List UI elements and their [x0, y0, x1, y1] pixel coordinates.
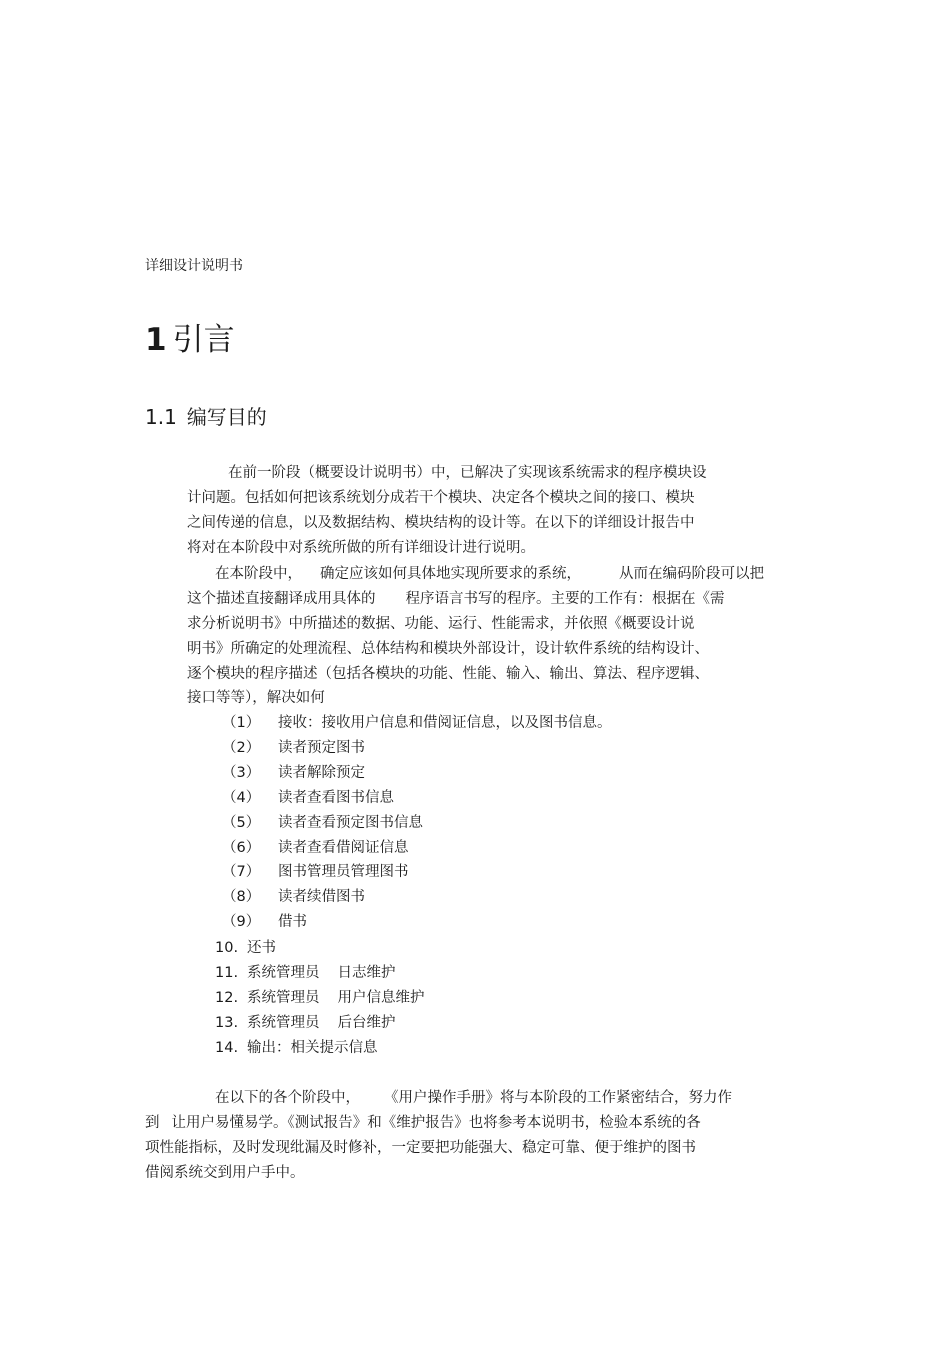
- list-text: 读者查看预定图书信息: [278, 815, 423, 831]
- list-marker: 11.: [215, 965, 239, 981]
- list-text: 还书: [247, 940, 276, 956]
- list-text: 读者续借图书: [278, 889, 365, 905]
- list-text: 系统管理员: [247, 965, 320, 981]
- list-item: [222, 912, 307, 932]
- list-text: 读者解除预定: [278, 765, 365, 781]
- list-text: 读者查看图书信息: [278, 790, 394, 806]
- list-marker: 12.: [215, 990, 239, 1006]
- list-item: [215, 963, 396, 983]
- list-item: [222, 862, 409, 882]
- list-marker: （1）: [222, 715, 261, 731]
- para2-text: 这个描述直接翻译成用具体的: [187, 591, 376, 607]
- para1-line: 将对在本阶段中对系统所做的所有详细设计进行说明。: [187, 540, 535, 556]
- para2-text: 确定应该如何具体地实现所要求的系统，: [320, 566, 581, 582]
- para2-text: 从而在编码阶段可以把: [619, 566, 764, 582]
- chapter-heading: [145, 318, 235, 362]
- para1-line: 在前一阶段（概要设计说明书）中，已解决了实现该系统需求的程序模块设: [228, 465, 707, 481]
- list-text: 输出：相关提示信息: [247, 1040, 378, 1056]
- para2-line: 求分析说明书》中所描述的数据、功能、运行、性能需求，并依照《概要设计说: [187, 616, 695, 632]
- list-item: [215, 1013, 396, 1033]
- list-marker: （2）: [222, 740, 261, 756]
- para2-line: [215, 564, 764, 584]
- para2-line: [187, 589, 725, 609]
- list-item: [215, 938, 276, 958]
- para2-text: 程序语言书写的程序。主要的工作有：根据在《需: [405, 591, 725, 607]
- list-item: [222, 813, 423, 833]
- list-text: 读者预定图书: [278, 740, 365, 756]
- list-item: [215, 988, 425, 1008]
- section-number: 1.1: [145, 405, 177, 429]
- list-text: 读者查看借阅证信息: [278, 840, 409, 856]
- list-item: [222, 887, 365, 907]
- para1-line: 计问题。包括如何把该系统划分成若干个模块、决定各个模块之间的接口、模块: [187, 490, 695, 506]
- list-text: 系统管理员: [247, 1015, 320, 1031]
- para2-line: 接口等等），解决如何: [187, 690, 325, 706]
- chapter-title: 引言: [172, 322, 235, 358]
- list-marker: （4）: [222, 790, 261, 806]
- list-marker: （3）: [222, 765, 261, 781]
- list-text: 用户信息维护: [337, 990, 425, 1006]
- list-item: [222, 713, 612, 733]
- list-item: [222, 763, 365, 783]
- list-text: 系统管理员: [247, 990, 320, 1006]
- para3-line: 借阅系统交到用户手中。: [145, 1165, 305, 1181]
- para2-line: 逐个模块的程序描述（包括各模块的功能、性能、输入、输出、算法、程序逻辑、: [187, 666, 709, 682]
- document-label: 详细设计说明书: [145, 258, 243, 274]
- para3-line: [145, 1113, 701, 1133]
- list-marker: （9）: [222, 914, 261, 930]
- para1-line: 之间传递的信息，以及数据结构、模块结构的设计等。在以下的详细设计报告中: [187, 515, 695, 531]
- para3-line: 项性能指标，及时发现纰漏及时修补，一定要把功能强大、稳定可靠、便于维护的图书: [145, 1140, 696, 1156]
- list-marker: 13.: [215, 1015, 239, 1031]
- para3-text: 让用户易懂易学。《测试报告》和《维护报告》也将参考本说明书，检验本系统的各: [171, 1115, 701, 1131]
- list-text: 借书: [278, 914, 307, 930]
- list-marker: （5）: [222, 815, 261, 831]
- section-title: 编写目的: [186, 405, 267, 429]
- list-text: 后台维护: [337, 1015, 396, 1031]
- list-text: 日志维护: [337, 965, 396, 981]
- para3-text: 在以下的各个阶段中，: [215, 1090, 360, 1106]
- list-marker: 10.: [215, 940, 239, 956]
- para2-text: 在本阶段中，: [215, 566, 302, 582]
- section-heading: [145, 402, 267, 432]
- para3-text: 到: [145, 1115, 160, 1131]
- list-item: [215, 1038, 378, 1058]
- para3-line: [215, 1088, 732, 1108]
- chapter-number: 1: [145, 322, 167, 358]
- list-marker: （8）: [222, 889, 261, 905]
- list-marker: （7）: [222, 864, 261, 880]
- list-item: [222, 738, 365, 758]
- list-text: 接收：接收用户信息和借阅证信息，以及图书信息。: [278, 715, 612, 731]
- list-marker: （6）: [222, 840, 261, 856]
- list-marker: 14.: [215, 1040, 239, 1056]
- list-item: [222, 838, 409, 858]
- list-text: 图书管理员管理图书: [278, 864, 409, 880]
- para2-line: 明书》所确定的处理流程、总体结构和模块外部设计，设计软件系统的结构设计、: [187, 641, 709, 657]
- para3-text: 《用户操作手册》将与本阶段的工作紧密结合，努力作: [384, 1090, 732, 1106]
- list-item: [222, 788, 394, 808]
